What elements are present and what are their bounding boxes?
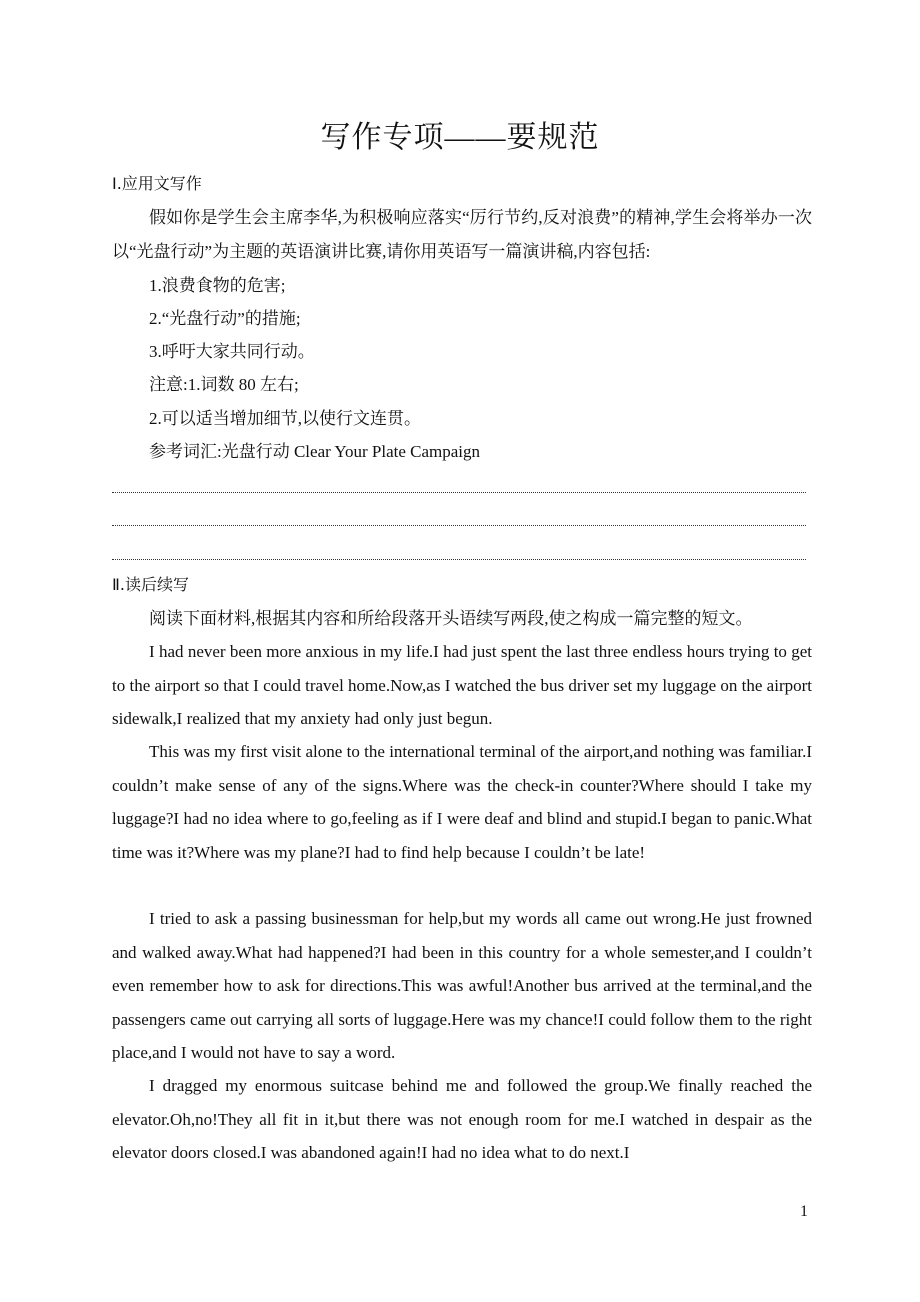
answer-line: [112, 525, 806, 526]
point-item-2: 2.“光盘行动”的措施;: [149, 309, 301, 328]
story-paragraph-1: I had never been more anxious in my life.I had just spent the last three endless hours trying to get to the airport so that I could travel home.Now,as I watched the bus driver set my luggage on the airport sidewalk,I realized that my anxiety had only just begun.: [112, 642, 812, 728]
answer-line: [112, 559, 806, 560]
answer-line: [112, 492, 806, 493]
practical-writing-prompt: 假如你是学生会主席李华,为积极响应落实“厉行节约,反对浪费”的精神,学生会将举办一次以“光盘行动”为主题的英语演讲比赛,请你用英语写一篇演讲稿,内容包括:: [112, 208, 812, 261]
section-heading-practical-writing: Ⅰ.应用文写作: [112, 174, 202, 193]
story-paragraph-4: I dragged my enormous suitcase behind me and followed the group.We finally reached the elevator.Oh,no!They all fit in it,but there was not enough room for me.I watched in despair as the elevator doors closed.I was abandoned again!I had no idea what to do next.I: [112, 1076, 812, 1162]
note-details: 2.可以适当增加细节,以使行文连贯。: [149, 409, 421, 428]
continuation-instruction: 阅读下面材料,根据其内容和所给段落开头语续写两段,使之构成一篇完整的短文。: [149, 609, 753, 628]
section-heading-continuation-writing: Ⅱ.读后续写: [112, 575, 189, 594]
point-item-1: 1.浪费食物的危害;: [149, 276, 286, 295]
page-number: 1: [800, 1203, 808, 1220]
page-title: 写作专项——要规范: [320, 121, 600, 154]
note-word-count: 注意:1.词数 80 左右;: [149, 375, 299, 394]
story-paragraph-2: This was my first visit alone to the international terminal of the airport,and nothing was familiar.I couldn’t make sense of any of the signs.Where was the check-in counter?Where should I take my luggage?I had no idea where to go,feeling as if I were deaf and blind and stupid.I began to panic.What time was it?Where was my plane?I had to find help because I couldn’t be late!: [112, 742, 812, 862]
note-reference-vocab: 参考词汇:光盘行动 Clear Your Plate Campaign: [149, 442, 481, 461]
story-paragraph-3: I tried to ask a passing businessman for help,but my words all came out wrong.He just frowned and walked away.What had happened?I had been in this country for a whole semester,and I couldn’t even remember how to ask for directions.This was awful!Another bus arrived at the terminal,and the passengers came out carrying all sorts of luggage.Here was my chance!I could follow them to the right place,and I would not have to say a word.: [112, 909, 812, 1062]
point-item-3: 3.呼吁大家共同行动。: [149, 342, 315, 361]
